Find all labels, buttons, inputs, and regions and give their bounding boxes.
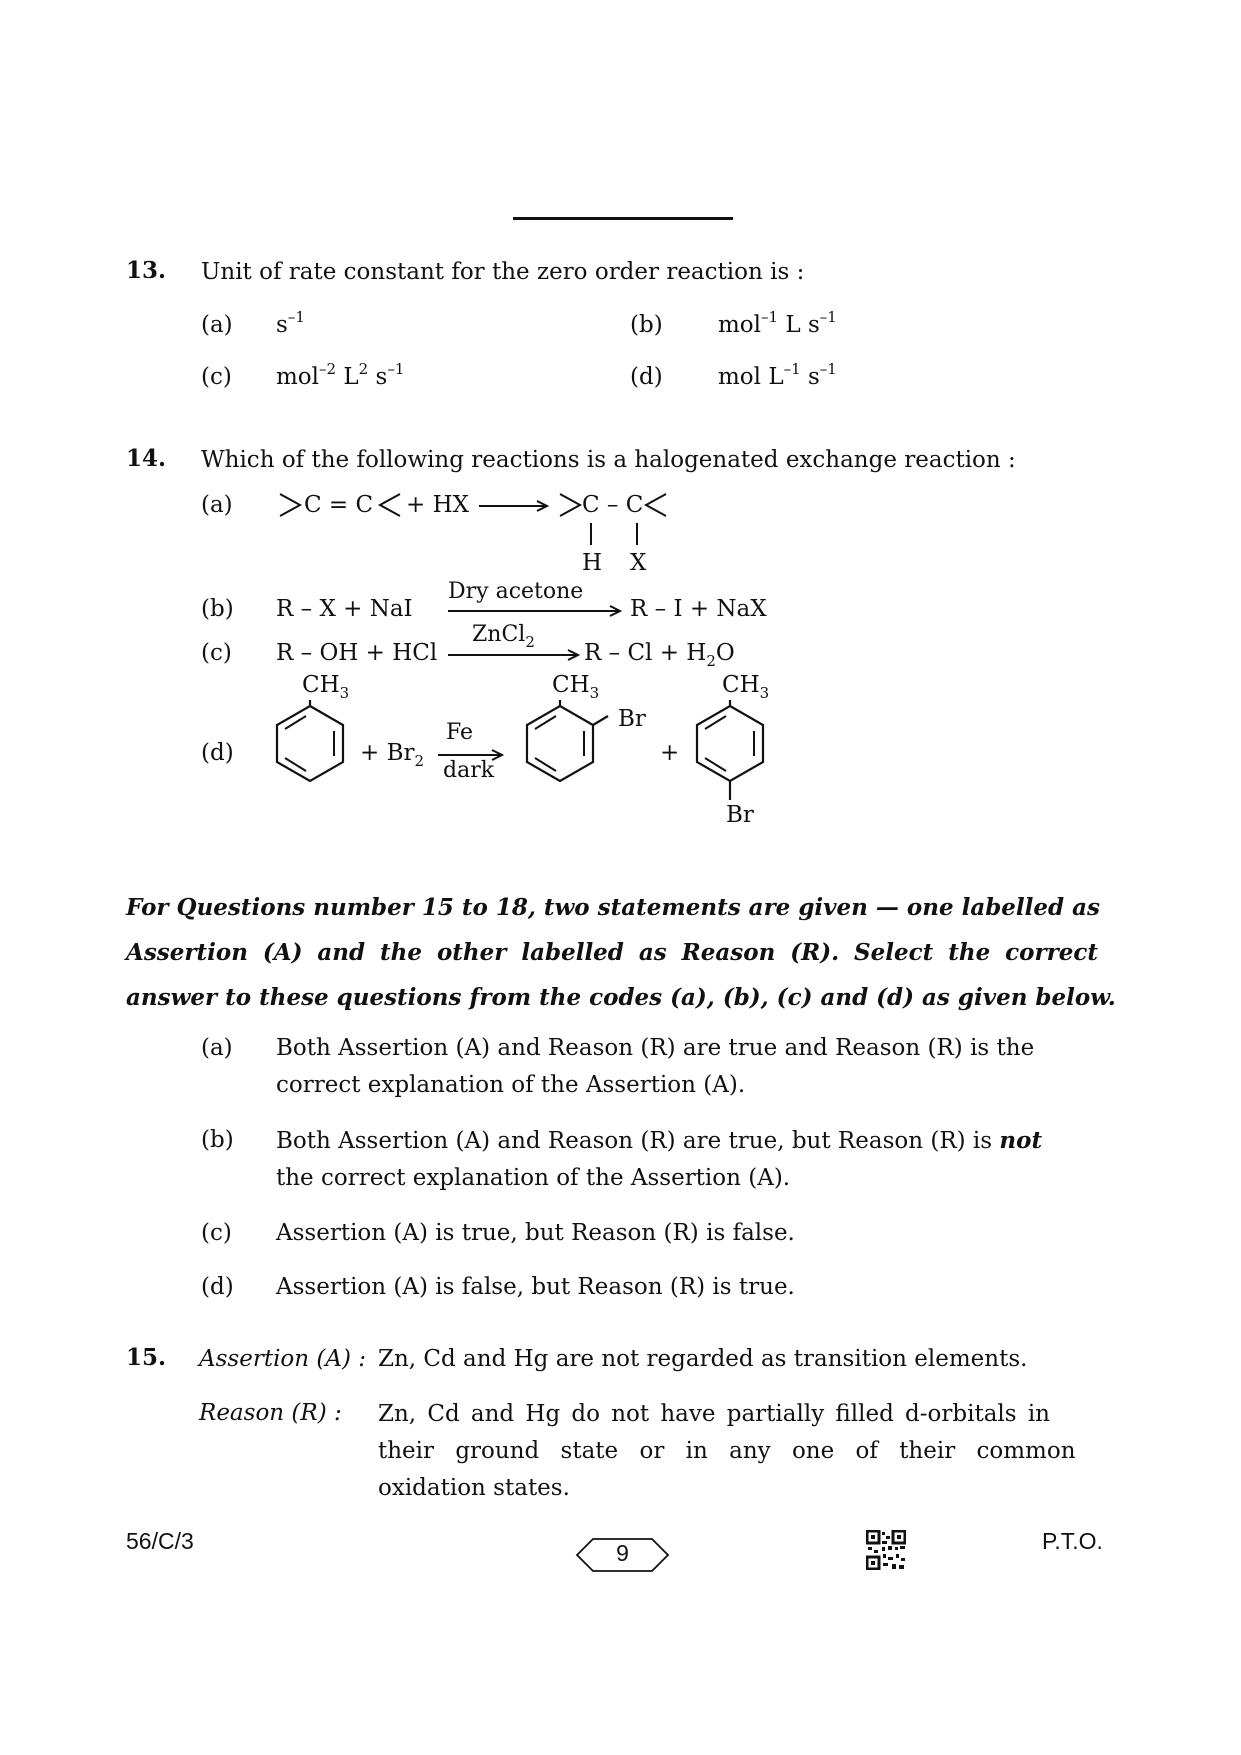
code-c-label: (c): [201, 1220, 232, 1246]
assertion-reason-instructions: [126, 885, 1116, 1020]
q13-text: Unit of rate constant for the zero order reaction is :: [201, 259, 805, 285]
qr-code-icon: [866, 1530, 906, 1570]
q14-number: 14.: [126, 445, 167, 472]
q14-b-label: (b): [201, 596, 234, 622]
reaction-arrow-icon: [477, 497, 553, 515]
toluene-ring-icon: [270, 700, 350, 786]
please-turn-over: P.T.O.: [1042, 1528, 1103, 1554]
q14-a-h: H: [582, 550, 603, 576]
q14-d-plus: +: [660, 740, 680, 766]
q13-a-value: $s^{-1}$: [276, 308, 305, 338]
code-d-text: Assertion (A) is false, but Reason (R) is true.: [276, 1274, 795, 1300]
chevron-left-bonds-icon: [374, 488, 404, 522]
q14-b-condition: Dry acetone: [448, 579, 584, 604]
q15-number: 15.: [126, 1344, 167, 1371]
ortho-ch3-label: $CH_3$: [552, 672, 600, 702]
q14-c-rhs: $R - Cl + H_2O$: [584, 640, 735, 670]
q14-d-cond-top: Fe: [446, 720, 474, 745]
code-a-label: (a): [201, 1035, 233, 1061]
q15-assertion-label: Assertion (A) :: [199, 1346, 367, 1372]
q14-d-plus-br2: + $Br_2$: [360, 740, 425, 770]
code-c-text: Assertion (A) is true, but Reason (R) is false.: [276, 1220, 795, 1246]
q13-d-value: mol $L^{-1}$ $s^{-1}$: [718, 360, 837, 390]
q14-d-cond-bottom: dark: [443, 758, 495, 783]
q14-c-condition: ZnCl$_2$: [472, 622, 535, 651]
q14-c-label: (c): [201, 640, 232, 666]
q13-c-value: mol$^{-2}$ $L^2$ $s^{-1}$: [276, 360, 405, 390]
q14-b-lhs: R – X + NaI: [276, 596, 413, 622]
instructions-line-1: For Questions number 15 to 18, two statements are given — one labelled as: [126, 894, 1100, 921]
q14-a-label: (a): [201, 492, 233, 518]
q13-b-value: mol$^{-1}$ L $s^{-1}$: [718, 308, 837, 338]
chevron-right-bonds-icon: [276, 488, 306, 522]
code-d-label: (d): [201, 1274, 234, 1300]
q14-a-product: C – C: [582, 492, 644, 518]
ortho-br-label: Br: [618, 706, 646, 732]
q15-reason-label: Reason (R) :: [199, 1400, 342, 1426]
ortho-bromotoluene-ring-icon: [520, 700, 610, 786]
q13-d-label: (d): [630, 364, 663, 390]
code-b-text: Both Assertion (A) and Reason (R) are true, but Reason (R) is not the correct explanation of the Assertion (A).: [276, 1127, 1043, 1191]
toluene-ch3-label: $CH_3$: [302, 672, 350, 702]
chevron-left-bonds-icon: [640, 488, 670, 522]
top-divider: [513, 217, 733, 220]
paper-code: 56/C/3: [126, 1528, 194, 1554]
q14-a-plus: + HX: [406, 492, 470, 518]
q14-b-rhs: R – I + NaX: [630, 596, 767, 622]
q13-b-label: (b): [630, 312, 663, 338]
vertical-bonds-icon: [585, 521, 645, 549]
q13-c-label: (c): [201, 364, 232, 390]
code-b-label: (b): [201, 1127, 234, 1153]
reaction-arrow-icon: [446, 646, 584, 664]
para-bromotoluene-ring-icon: [690, 700, 770, 806]
q14-text: Which of the following reactions is a halogenated exchange reaction :: [201, 447, 1016, 473]
q14-a-lhs: C = C: [304, 492, 374, 518]
page-number: 9: [616, 1540, 629, 1566]
q14-a-x: X: [630, 550, 647, 576]
code-a-text: Both Assertion (A) and Reason (R) are true and Reason (R) is the correct explanation of the Assertion (A).: [276, 1035, 1035, 1098]
reaction-arrow-icon: [446, 602, 626, 620]
q13-number: 13.: [126, 257, 167, 284]
q14-c-lhs: R – OH + HCl: [276, 640, 438, 666]
q15-assertion-text: Zn, Cd and Hg are not regarded as transition elements.: [378, 1346, 1028, 1372]
instructions-line-2: Assertion (A) and the other labelled as Reason (R). Select the correct: [126, 939, 1098, 966]
instructions-line-3: answer to these questions from the codes (a), (b), (c) and (d) as given below.: [126, 984, 1116, 1011]
q15-reason-text: Zn, Cd and Hg do not have partially filled d-orbitals in their ground state or in any one of their common oxidation states.: [378, 1401, 1076, 1501]
para-br-label: Br: [726, 802, 754, 828]
para-ch3-label: $CH_3$: [722, 672, 770, 702]
q13-a-label: (a): [201, 312, 233, 338]
q14-d-label: (d): [201, 740, 234, 766]
